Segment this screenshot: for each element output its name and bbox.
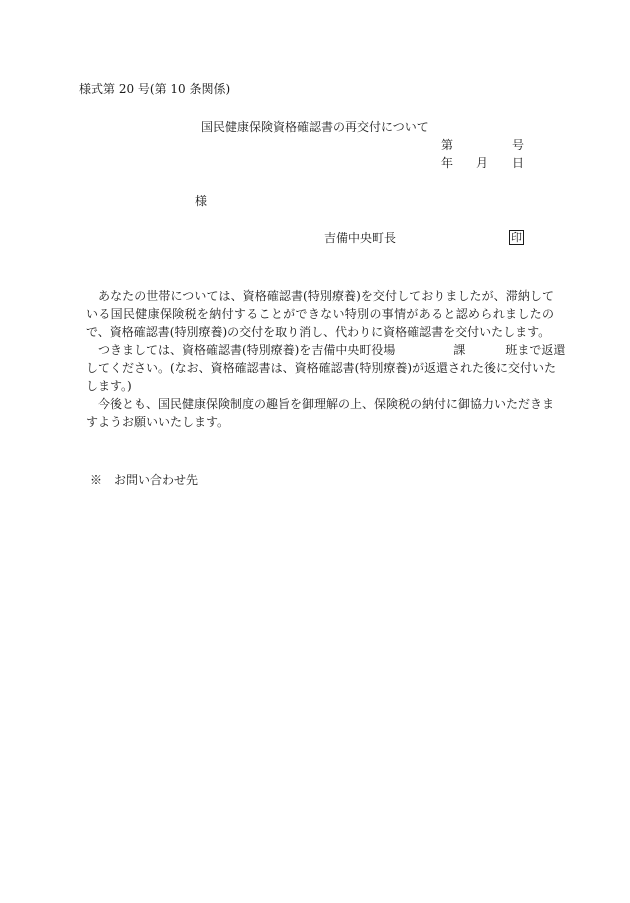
date-month: 月 [476, 156, 489, 170]
body-p3-line1: 今後とも、国民健康保険制度の趣旨を御理解の上、保険税の納付に御協力いただきま [98, 397, 555, 411]
document-number-prefix: 第 [441, 138, 454, 152]
document-number-suffix: 号 [512, 138, 525, 152]
date-year: 年 [441, 156, 454, 170]
addressee-suffix: 様 [195, 194, 208, 208]
body-text [86, 287, 566, 431]
sender-name: 吉備中央町長 [324, 231, 397, 245]
contact-heading: ※ お問い合わせ先 [90, 473, 199, 487]
document-title: 国民健康保険資格確認書の再交付について [201, 120, 429, 134]
seal-mark: 印 [511, 231, 522, 244]
body-p2-line2: してください。(なお、資格確認書は、資格確認書(特別療養)が返還された後に交付いた [86, 361, 557, 375]
body-p2-line1-b: 課 [453, 343, 466, 357]
body-p2-line1-a: つきましては、資格確認書(特別療養)を吉備中央町役場 [98, 343, 396, 357]
body-p3-line2: すようお願いいたします。 [86, 415, 230, 429]
body-p2-line3: します。) [86, 379, 132, 393]
date-day: 日 [512, 156, 525, 170]
body-p1-line1: あなたの世帯については、資格確認書(特別療養)を交付しておりましたが、滞納して [98, 289, 554, 303]
form-number: 様式第 20 号(第 10 条関係) [79, 82, 231, 96]
body-p1-line2: いる国民健康保険税を納付することができない特別の事情があると認められましたの [86, 307, 554, 321]
body-p2-line1-c: 班まで返還 [505, 343, 566, 357]
body-p2-line1 [86, 341, 566, 359]
body-p1-line3: で、資格確認書(特別療養)の交付を取り消し、代わりに資格確認書を交付いたします。 [86, 325, 551, 339]
